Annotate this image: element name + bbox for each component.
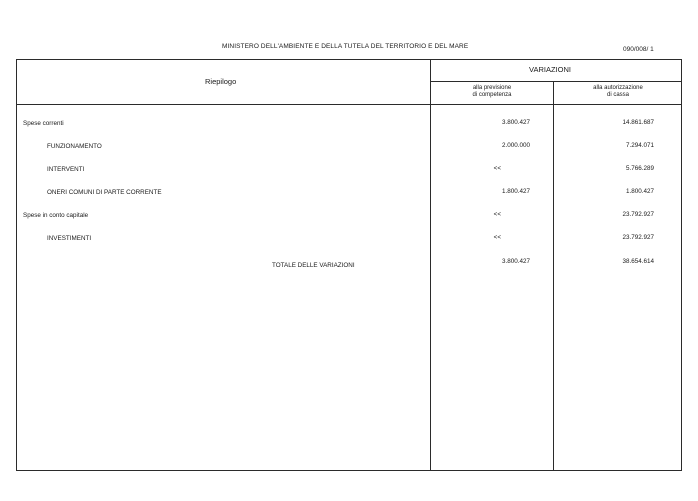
row-cassa: 14.861.687 bbox=[622, 119, 654, 126]
column-divider-2 bbox=[553, 81, 554, 471]
row-competenza: 1.800.427 bbox=[501, 188, 530, 195]
row-competenza: << bbox=[493, 165, 501, 172]
cassa-header-line1: alla autorizzazione bbox=[593, 85, 643, 91]
variations-underline bbox=[430, 81, 682, 82]
variations-header: VARIAZIONI bbox=[529, 65, 571, 74]
total-cassa: 38.654.614 bbox=[622, 258, 654, 265]
row-cassa: 23.792.927 bbox=[622, 211, 654, 218]
row-label: FUNZIONAMENTO bbox=[47, 143, 102, 150]
row-cassa: 23.792.927 bbox=[622, 234, 654, 241]
table-left-border bbox=[16, 59, 17, 471]
header-bottom-border bbox=[16, 104, 682, 105]
row-label: Spese correnti bbox=[23, 120, 64, 127]
row-label: INVESTIMENTI bbox=[47, 235, 92, 242]
row-competenza: << bbox=[493, 234, 501, 241]
row-competenza: 3.800.427 bbox=[501, 119, 530, 126]
summary-header: Riepilogo bbox=[205, 77, 237, 86]
document-code: 090/008/ 1 bbox=[623, 46, 654, 53]
row-competenza: << bbox=[493, 211, 501, 218]
row-label: Spese in conto capitale bbox=[23, 212, 89, 219]
row-competenza: 2.000.000 bbox=[501, 142, 530, 149]
column-divider-1 bbox=[430, 59, 431, 471]
ministry-title: MINISTERO DELL'AMBIENTE E DELLA TUTELA DEL TERRITORIO E DEL MARE bbox=[222, 43, 469, 50]
competenza-header-line2: di competenza bbox=[472, 92, 512, 98]
row-cassa: 1.800.427 bbox=[625, 188, 654, 195]
row-label: INTERVENTI bbox=[47, 166, 85, 173]
competenza-header-line1: alla previsione bbox=[472, 85, 512, 91]
cassa-header bbox=[555, 85, 681, 99]
table-bottom-border bbox=[16, 470, 682, 471]
table-top-border bbox=[16, 59, 682, 60]
row-label: ONERI COMUNI DI PARTE CORRENTE bbox=[47, 189, 162, 196]
row-cassa: 5.766.289 bbox=[625, 165, 654, 172]
total-competenza: 3.800.427 bbox=[501, 258, 530, 265]
competenza-header bbox=[432, 85, 552, 99]
total-label: TOTALE DELLE VARIAZIONI bbox=[272, 262, 355, 269]
cassa-header-line2: di cassa bbox=[606, 92, 629, 98]
table-right-border bbox=[681, 59, 682, 471]
row-cassa: 7.294.071 bbox=[625, 142, 654, 149]
